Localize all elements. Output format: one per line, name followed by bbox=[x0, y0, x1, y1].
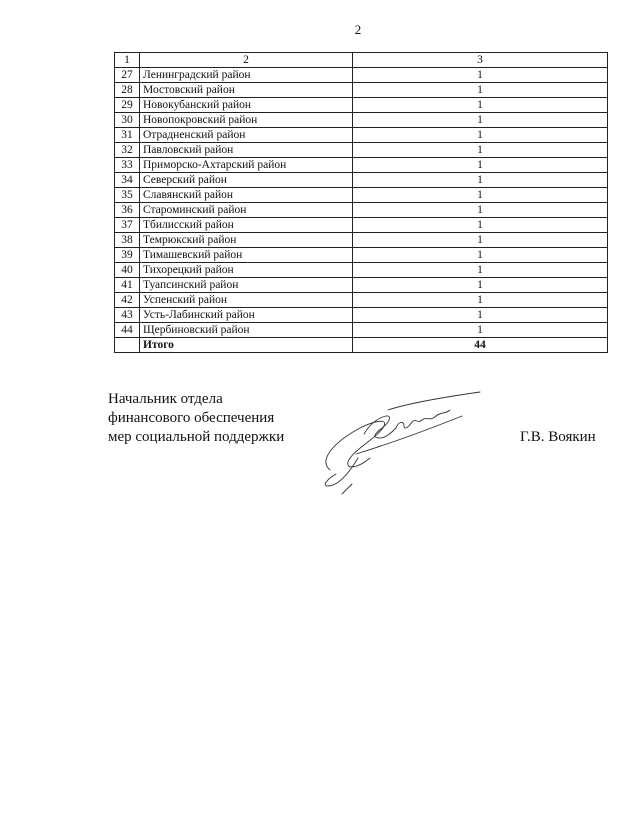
district-name-cell: Тбилисский район bbox=[140, 218, 353, 233]
district-name-cell: Тихорецкий район bbox=[140, 263, 353, 278]
district-name-cell: Щербиновский район bbox=[140, 323, 353, 338]
quantity-cell: 1 bbox=[353, 218, 608, 233]
quantity-cell: 1 bbox=[353, 308, 608, 323]
row-number-cell: 38 bbox=[115, 233, 140, 248]
district-name-cell: Тимашевский район bbox=[140, 248, 353, 263]
signer-name: Г.В. Воякин bbox=[520, 429, 596, 445]
districts-table bbox=[114, 52, 608, 353]
quantity-cell: 1 bbox=[353, 278, 608, 293]
table-row bbox=[115, 68, 608, 83]
total-number-cell bbox=[115, 338, 140, 353]
quantity-cell: 1 bbox=[353, 173, 608, 188]
table-row bbox=[115, 233, 608, 248]
table-row bbox=[115, 188, 608, 203]
quantity-cell: 1 bbox=[353, 323, 608, 338]
quantity-cell: 1 bbox=[353, 143, 608, 158]
table-row bbox=[115, 158, 608, 173]
district-name-cell: Приморско-Ахтарский район bbox=[140, 158, 353, 173]
row-number-cell: 28 bbox=[115, 83, 140, 98]
header-cell-quantity: 3 bbox=[353, 53, 608, 68]
row-number-cell: 44 bbox=[115, 323, 140, 338]
table-row bbox=[115, 293, 608, 308]
quantity-cell: 1 bbox=[353, 113, 608, 128]
table-row bbox=[115, 218, 608, 233]
table-row bbox=[115, 98, 608, 113]
row-number-cell: 39 bbox=[115, 248, 140, 263]
handwritten-signature bbox=[312, 388, 492, 498]
row-number-cell: 42 bbox=[115, 293, 140, 308]
district-name-cell: Усть-Лабинский район bbox=[140, 308, 353, 323]
district-name-cell: Северский район bbox=[140, 173, 353, 188]
row-number-cell: 30 bbox=[115, 113, 140, 128]
table-row bbox=[115, 308, 608, 323]
district-name-cell: Ленинградский район bbox=[140, 68, 353, 83]
district-name-cell: Мостовский район bbox=[140, 83, 353, 98]
quantity-cell: 1 bbox=[353, 98, 608, 113]
quantity-cell: 1 bbox=[353, 68, 608, 83]
quantity-cell: 1 bbox=[353, 158, 608, 173]
quantity-cell: 1 bbox=[353, 83, 608, 98]
district-name-cell: Новокубанский район bbox=[140, 98, 353, 113]
row-number-cell: 35 bbox=[115, 188, 140, 203]
table-header-row bbox=[115, 53, 608, 68]
row-number-cell: 34 bbox=[115, 173, 140, 188]
table-row bbox=[115, 173, 608, 188]
page-number: 2 bbox=[354, 22, 362, 37]
district-name-cell: Темрюкский район bbox=[140, 233, 353, 248]
row-number-cell: 37 bbox=[115, 218, 140, 233]
table-row bbox=[115, 248, 608, 263]
row-number-cell: 31 bbox=[115, 128, 140, 143]
table-row bbox=[115, 113, 608, 128]
quantity-cell: 1 bbox=[353, 128, 608, 143]
row-number-cell: 32 bbox=[115, 143, 140, 158]
row-number-cell: 33 bbox=[115, 158, 140, 173]
quantity-cell: 1 bbox=[353, 263, 608, 278]
table-row bbox=[115, 323, 608, 338]
quantity-cell: 1 bbox=[353, 233, 608, 248]
district-name-cell: Староминский район bbox=[140, 203, 353, 218]
signature-block bbox=[108, 390, 284, 447]
row-number-cell: 40 bbox=[115, 263, 140, 278]
district-name-cell: Славянский район bbox=[140, 188, 353, 203]
quantity-cell: 1 bbox=[353, 203, 608, 218]
total-value-cell: 44 bbox=[353, 338, 608, 353]
table-row bbox=[115, 263, 608, 278]
row-number-cell: 27 bbox=[115, 68, 140, 83]
district-name-cell: Туапсинский район bbox=[140, 278, 353, 293]
district-name-cell: Павловский район bbox=[140, 143, 353, 158]
quantity-cell: 1 bbox=[353, 188, 608, 203]
table-row bbox=[115, 278, 608, 293]
district-name-cell: Отрадненский район bbox=[140, 128, 353, 143]
table-row bbox=[115, 83, 608, 98]
table-row bbox=[115, 203, 608, 218]
table-row bbox=[115, 143, 608, 158]
position-line-2: финансового обеспечения bbox=[108, 410, 275, 426]
row-number-cell: 29 bbox=[115, 98, 140, 113]
quantity-cell: 1 bbox=[353, 293, 608, 308]
row-number-cell: 41 bbox=[115, 278, 140, 293]
quantity-cell: 1 bbox=[353, 248, 608, 263]
position-line-1: Начальник отдела bbox=[108, 391, 223, 407]
district-name-cell: Новопокровский район bbox=[140, 113, 353, 128]
header-cell-name: 2 bbox=[140, 53, 353, 68]
position-line-3: мер социальной поддержки bbox=[108, 429, 285, 445]
row-number-cell: 36 bbox=[115, 203, 140, 218]
table-row bbox=[115, 128, 608, 143]
row-number-cell: 43 bbox=[115, 308, 140, 323]
header-cell-number: 1 bbox=[115, 53, 140, 68]
total-row bbox=[115, 338, 608, 353]
total-label-cell: Итого bbox=[140, 338, 353, 353]
district-name-cell: Успенский район bbox=[140, 293, 353, 308]
